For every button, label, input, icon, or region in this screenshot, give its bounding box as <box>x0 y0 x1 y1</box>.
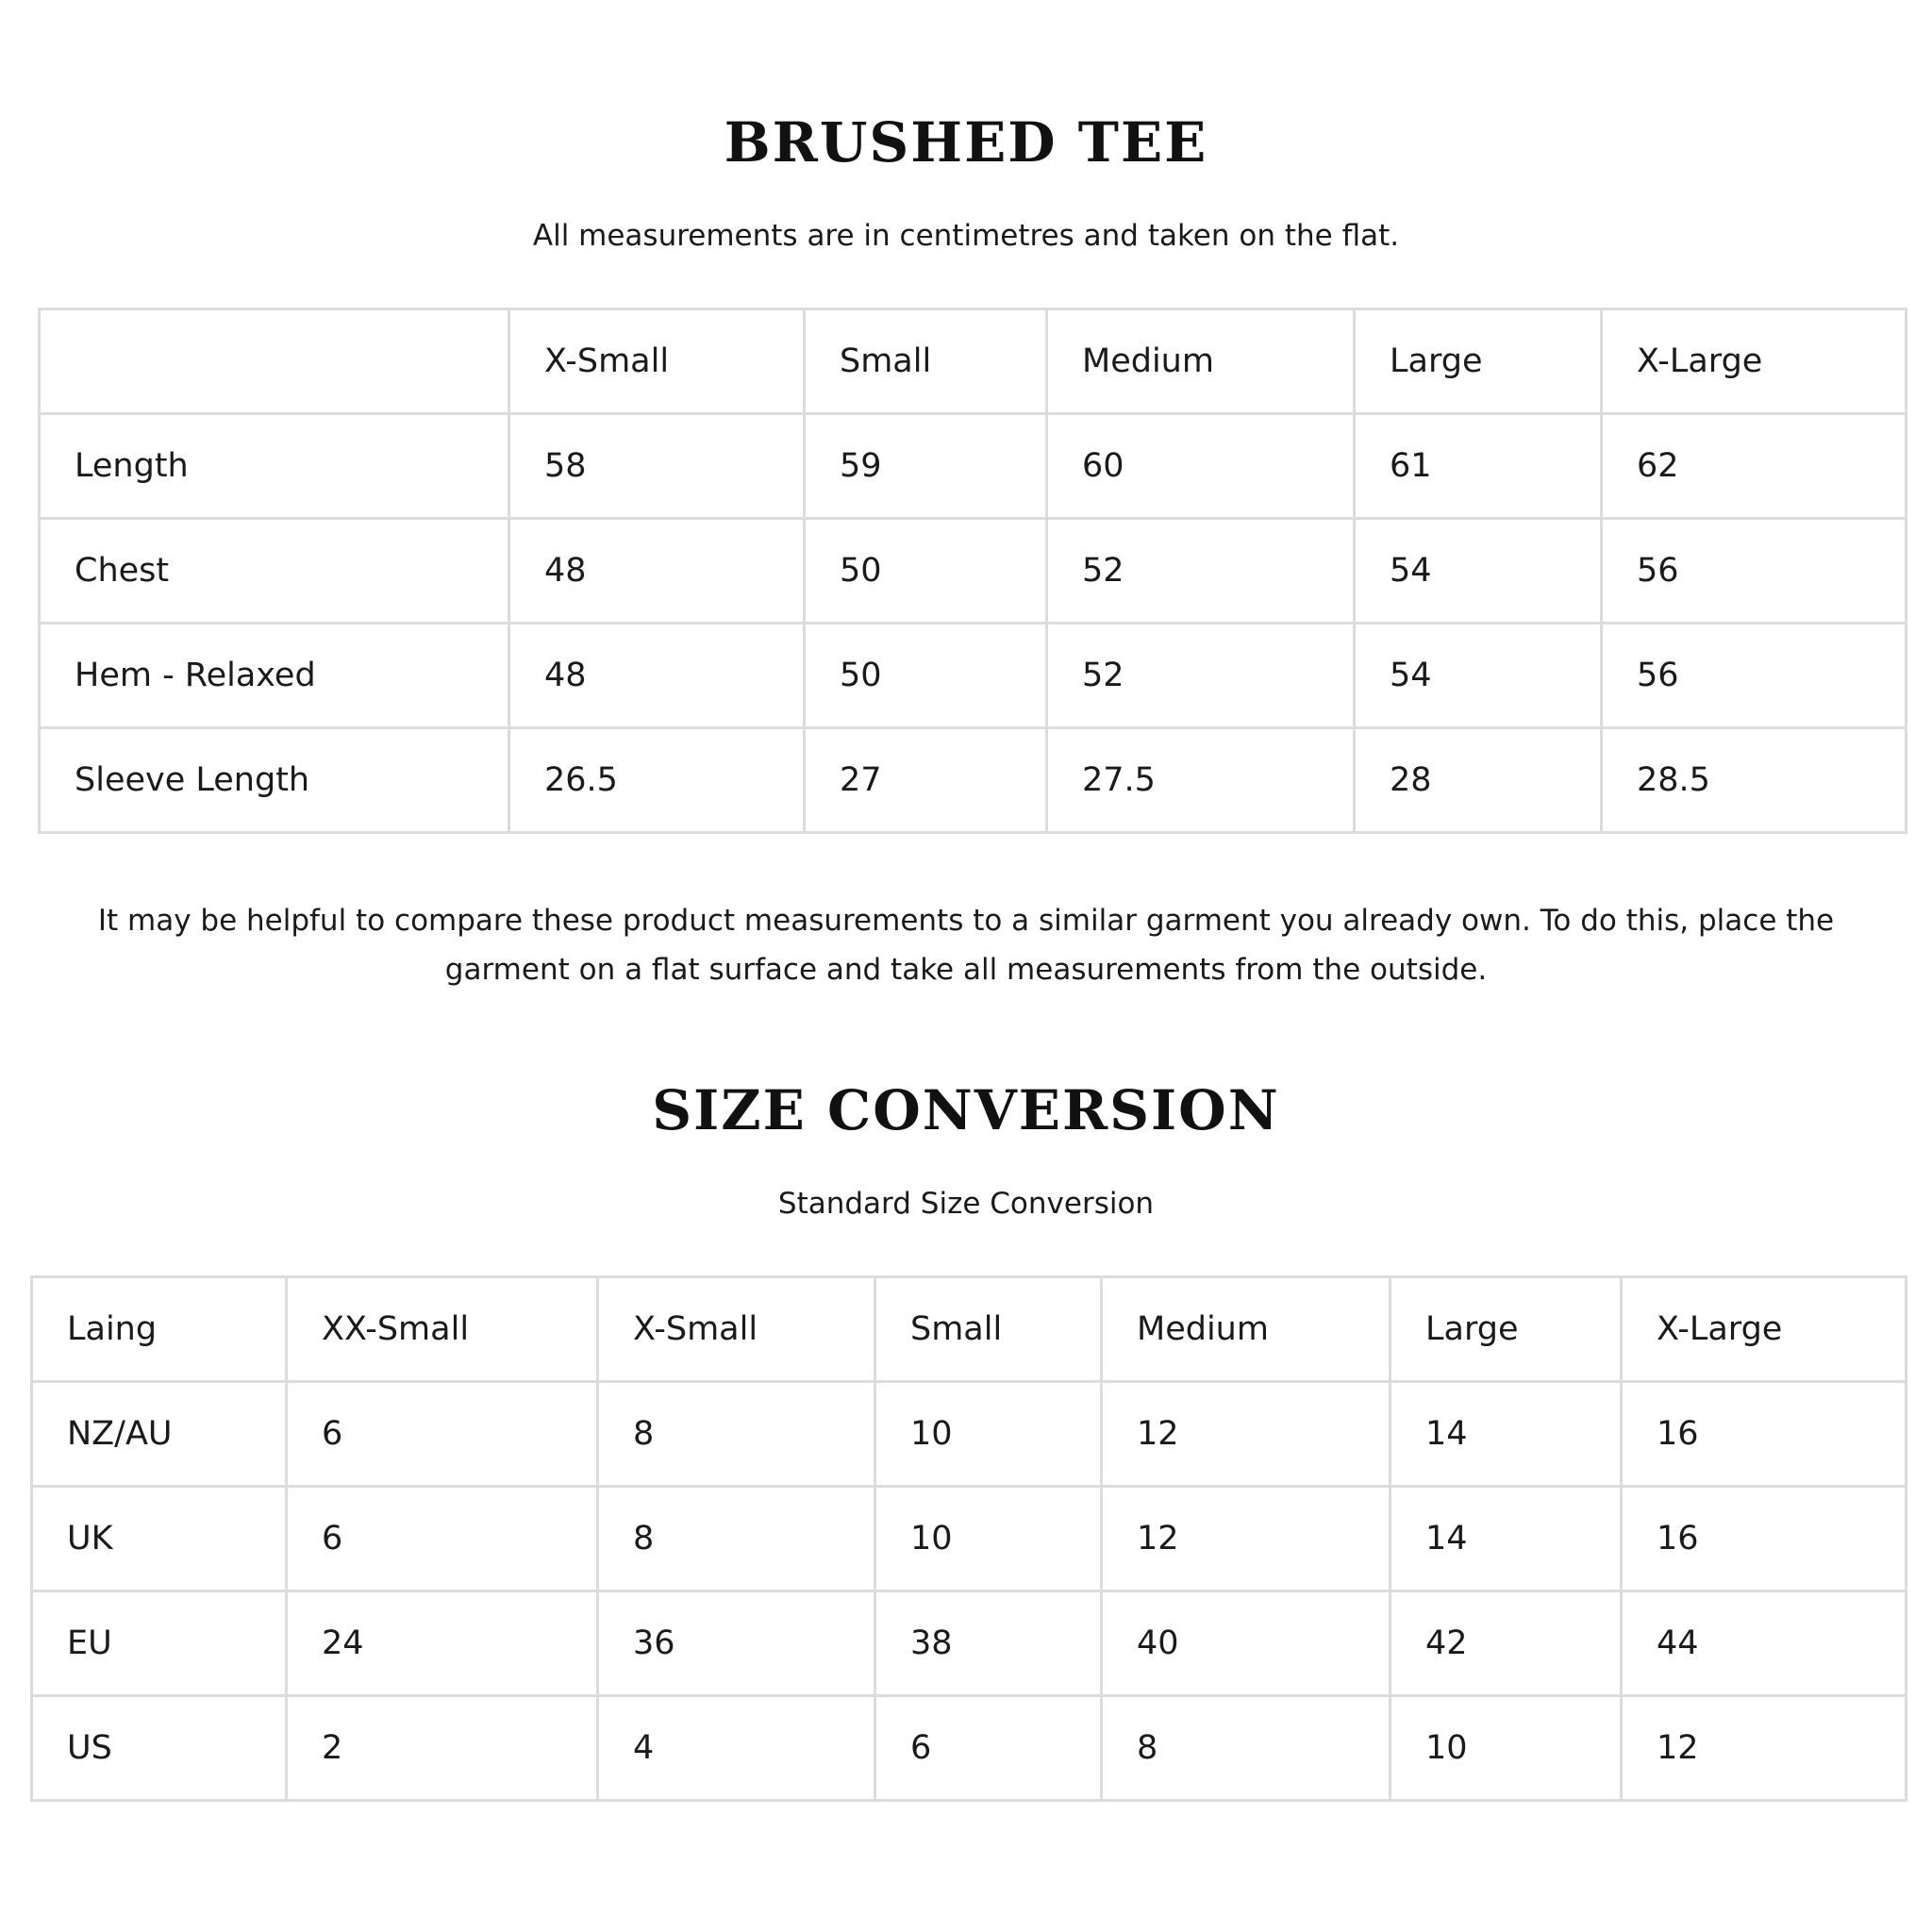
table-row <box>32 1591 1907 1696</box>
table-row <box>32 1696 1907 1801</box>
table-cell: 61 <box>1355 414 1602 519</box>
table-cell: 59 <box>805 414 1047 519</box>
row-label: US <box>32 1696 287 1801</box>
header-cell: Large <box>1391 1277 1622 1382</box>
table-cell: 38 <box>875 1591 1102 1696</box>
header-cell <box>40 309 509 414</box>
table-cell: 52 <box>1047 519 1355 624</box>
table-cell: 16 <box>1622 1382 1907 1487</box>
table-cell: 58 <box>509 414 805 519</box>
header-cell: Medium <box>1047 309 1355 414</box>
table-cell: 60 <box>1047 414 1355 519</box>
table-cell: 2 <box>287 1696 598 1801</box>
header-cell: Small <box>875 1277 1102 1382</box>
table-row <box>32 1487 1907 1591</box>
table-cell: 54 <box>1355 519 1602 624</box>
table-cell: 28.5 <box>1602 728 1907 833</box>
header-cell: X-Large <box>1602 309 1907 414</box>
header-cell: X-Small <box>598 1277 875 1382</box>
table-cell: 6 <box>287 1487 598 1591</box>
table-header-row <box>32 1277 1907 1382</box>
table-cell: 12 <box>1102 1487 1391 1591</box>
table-cell: 26.5 <box>509 728 805 833</box>
table-row <box>40 414 1907 519</box>
table-cell: 16 <box>1622 1487 1907 1591</box>
conversion-table <box>30 1275 1907 1802</box>
table-cell: 52 <box>1047 624 1355 728</box>
table-cell: 54 <box>1355 624 1602 728</box>
row-label: Length <box>40 414 509 519</box>
header-cell: Medium <box>1102 1277 1391 1382</box>
table-cell: 50 <box>805 624 1047 728</box>
table-cell: 48 <box>509 624 805 728</box>
header-cell: Laing <box>32 1277 287 1382</box>
measurements-subtitle: All measurements are in centimetres and taken on the flat. <box>532 219 1400 253</box>
table-cell: 8 <box>1102 1696 1391 1801</box>
table-cell: 6 <box>287 1382 598 1487</box>
table-cell: 12 <box>1102 1382 1391 1487</box>
table-cell: 42 <box>1391 1591 1622 1696</box>
header-cell: Large <box>1355 309 1602 414</box>
conversion-title: SIZE CONVERSION <box>652 1078 1280 1142</box>
measurements-table <box>38 308 1907 834</box>
table-cell: 56 <box>1602 519 1907 624</box>
row-label: Sleeve Length <box>40 728 509 833</box>
table-row <box>32 1382 1907 1487</box>
table-cell: 14 <box>1391 1382 1622 1487</box>
table-cell: 8 <box>598 1487 875 1591</box>
header-cell: Small <box>805 309 1047 414</box>
table-cell: 27.5 <box>1047 728 1355 833</box>
table-cell: 10 <box>875 1382 1102 1487</box>
table-cell: 48 <box>509 519 805 624</box>
table-cell: 62 <box>1602 414 1907 519</box>
header-cell: XX-Small <box>287 1277 598 1382</box>
table-cell: 40 <box>1102 1591 1391 1696</box>
header-cell: X-Small <box>509 309 805 414</box>
table-cell: 8 <box>598 1382 875 1487</box>
table-row <box>40 519 1907 624</box>
table-row <box>40 728 1907 833</box>
table-cell: 50 <box>805 519 1047 624</box>
table-cell: 28 <box>1355 728 1602 833</box>
table-cell: 6 <box>875 1696 1102 1801</box>
table-cell: 12 <box>1622 1696 1907 1801</box>
table-cell: 14 <box>1391 1487 1622 1591</box>
table-cell: 4 <box>598 1696 875 1801</box>
measurements-title: BRUSHED TEE <box>724 110 1208 175</box>
table-cell: 56 <box>1602 624 1907 728</box>
measuring-tip: It may be helpful to compare these product measurements to a similar garment you already own. To do this, place the garment on a flat surface and take all measurements from the outside. <box>97 904 1835 987</box>
row-label: Hem - Relaxed <box>40 624 509 728</box>
header-cell: X-Large <box>1622 1277 1907 1382</box>
row-label: NZ/AU <box>32 1382 287 1487</box>
conversion-subtitle: Standard Size Conversion <box>777 1187 1155 1221</box>
table-cell: 24 <box>287 1591 598 1696</box>
table-cell: 27 <box>805 728 1047 833</box>
table-cell: 44 <box>1622 1591 1907 1696</box>
row-label: Chest <box>40 519 509 624</box>
row-label: EU <box>32 1591 287 1696</box>
table-cell: 36 <box>598 1591 875 1696</box>
row-label: UK <box>32 1487 287 1591</box>
table-cell: 10 <box>1391 1696 1622 1801</box>
table-header-row <box>40 309 1907 414</box>
table-cell: 10 <box>875 1487 1102 1591</box>
table-row <box>40 624 1907 728</box>
